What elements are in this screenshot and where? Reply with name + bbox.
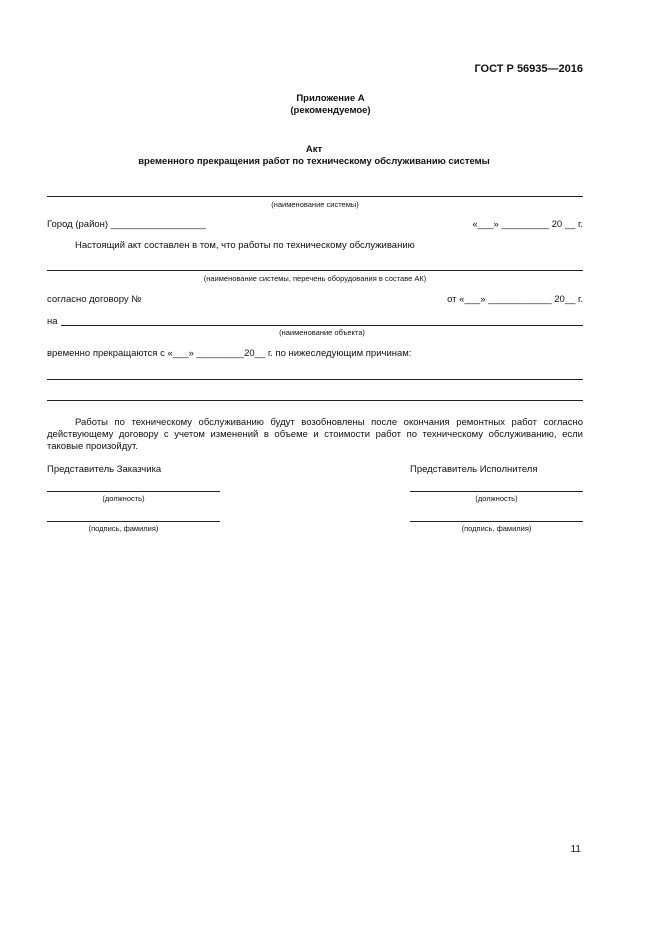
customer-position-line[interactable] bbox=[47, 491, 220, 492]
suspension-text: временно прекращаются с «___» _________20__ г. по нижеследующим причинам: bbox=[47, 348, 412, 359]
system-equipment-caption: (наименование системы, перечень оборудования в составе АК) bbox=[203, 274, 427, 283]
contract-date-field: от «___» ____________ 20__ г. bbox=[447, 294, 583, 305]
appendix-title: Приложение А bbox=[296, 93, 365, 104]
customer-position-caption: (должность) bbox=[102, 494, 145, 503]
contract-label: согласно договору № bbox=[47, 294, 142, 305]
city-label: Город (район) __________________ bbox=[47, 219, 206, 230]
object-label: на bbox=[47, 316, 58, 327]
standard-code: ГОСТ Р 56935—2016 bbox=[474, 63, 583, 75]
object-name-line[interactable] bbox=[61, 325, 583, 326]
system-equipment-line[interactable] bbox=[47, 270, 583, 271]
contractor-signature-line[interactable] bbox=[410, 521, 583, 522]
reason-line-2[interactable] bbox=[47, 400, 583, 401]
customer-signature-line[interactable] bbox=[47, 521, 220, 522]
act-subtitle: временного прекращения работ по техническому обслуживанию системы bbox=[138, 156, 490, 167]
resumption-paragraph: Работы по техническому обслуживанию будут возобновлены после окончания ремонтных работ согласно действующему договору с учетом изменений в объеме и стоимости работ по техническому обслуживанию, если таковые произойдут. bbox=[47, 417, 583, 452]
customer-signature-caption: (подпись, фамилия) bbox=[88, 524, 159, 533]
system-name-caption: (наименование системы) bbox=[271, 200, 359, 209]
act-date-field: «___» _________ 20 __ г. bbox=[472, 219, 583, 230]
statement-text: Настоящий акт составлен в том, что работы по техническому обслуживанию bbox=[75, 240, 415, 251]
page-number: 11 bbox=[570, 844, 581, 855]
appendix-status: (рекомендуемое) bbox=[290, 105, 371, 116]
contractor-representative-label: Представитель Исполнителя bbox=[410, 464, 538, 475]
reason-line-1[interactable] bbox=[47, 379, 583, 380]
contractor-position-caption: (должность) bbox=[475, 494, 518, 503]
customer-representative-label: Представитель Заказчика bbox=[47, 464, 162, 475]
system-name-line[interactable] bbox=[47, 196, 583, 197]
act-title: Акт bbox=[305, 144, 323, 155]
contractor-signature-caption: (подпись, фамилия) bbox=[461, 524, 532, 533]
contractor-position-line[interactable] bbox=[410, 491, 583, 492]
object-caption: (наименование объекта) bbox=[279, 328, 365, 337]
